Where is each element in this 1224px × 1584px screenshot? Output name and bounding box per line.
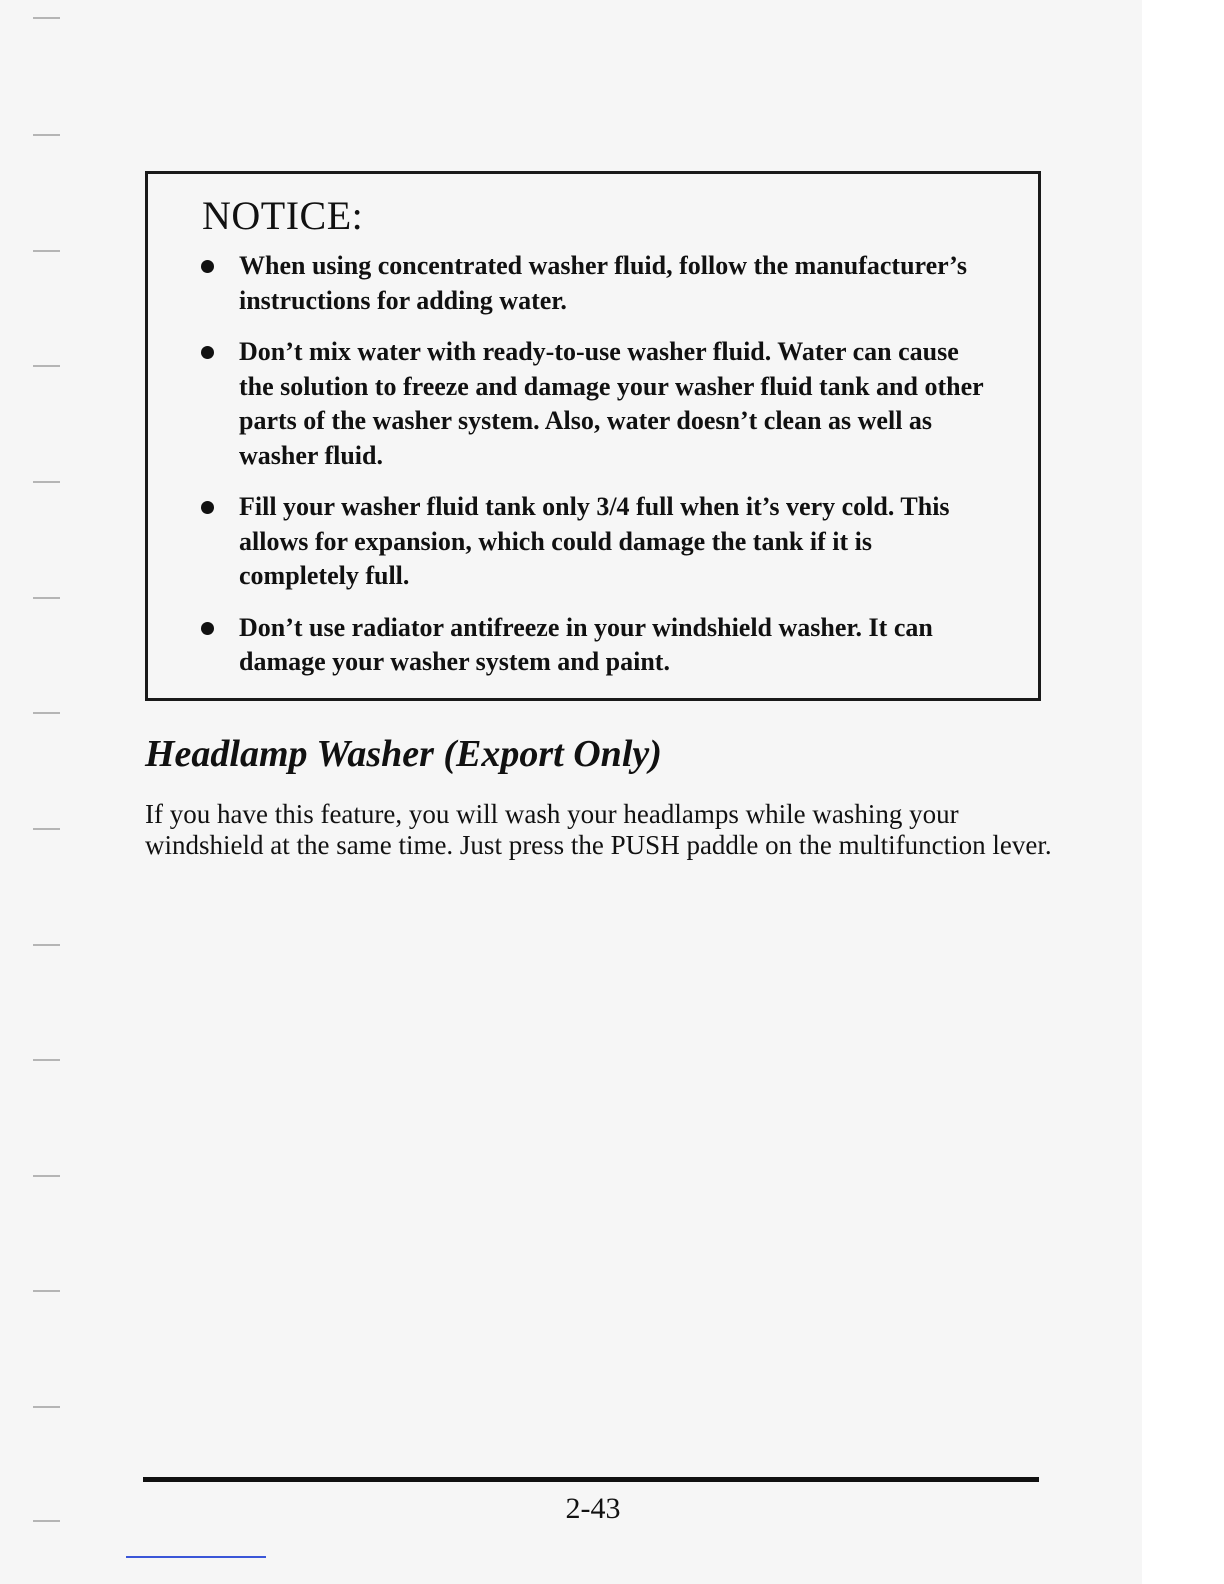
margin-tick (33, 712, 60, 714)
margin-tick (33, 828, 60, 830)
margin-tick (33, 134, 60, 136)
footer-rule (143, 1477, 1039, 1482)
notice-bullet-text: Don’t mix water with ready-to-use washer fluid. Water can cause the solution to freeze and damage your washer fluid tank and other parts of the washer system. Also, water doesn’t clean as well as washer fluid. (239, 337, 984, 470)
margin-tick (33, 250, 60, 252)
bullet-icon (201, 346, 214, 359)
margin-tick (33, 597, 60, 599)
notice-bullet-item (196, 611, 996, 680)
margin-tick (33, 1059, 60, 1061)
notice-title: NOTICE: (202, 193, 364, 238)
margin-tick (33, 1175, 60, 1177)
margin-tick (33, 1406, 60, 1408)
notice-bullet-text: Fill your washer fluid tank only 3/4 full when it’s very cold. This allows for expansion, which could damage the tank if it is completely full. (239, 492, 950, 590)
margin-tick (33, 365, 60, 367)
bullet-icon (201, 622, 214, 635)
section-heading: Headlamp Washer (Export Only) (145, 733, 662, 775)
margin-tick (33, 1290, 60, 1292)
section-body-text: If you have this feature, you will wash your headlamps while washing your windshield at the same time. Just press the PUSH paddle on the multifunction lever. (145, 799, 1052, 860)
notice-bullet-text: Don’t use radiator antifreeze in your windshield washer. It can damage your washer system and paint. (239, 612, 933, 676)
bullet-icon (201, 260, 214, 273)
margin-tick (33, 17, 60, 19)
notice-bullet-list (196, 249, 996, 697)
margin-tick (33, 944, 60, 946)
margin-tick (33, 1520, 60, 1522)
scan-underline-mark (126, 1556, 266, 1558)
margin-tick (33, 481, 60, 483)
bullet-icon (201, 501, 214, 514)
notice-bullet-item (196, 490, 996, 594)
notice-bullet-text: When using concentrated washer fluid, follow the manufacturer’s instructions for adding water. (239, 251, 967, 315)
notice-box (145, 171, 1041, 701)
page-number: 2-43 (565, 1492, 621, 1525)
binding-margin-marks (33, 0, 63, 1584)
notice-bullet-item (196, 335, 996, 473)
notice-bullet-item (196, 249, 996, 318)
